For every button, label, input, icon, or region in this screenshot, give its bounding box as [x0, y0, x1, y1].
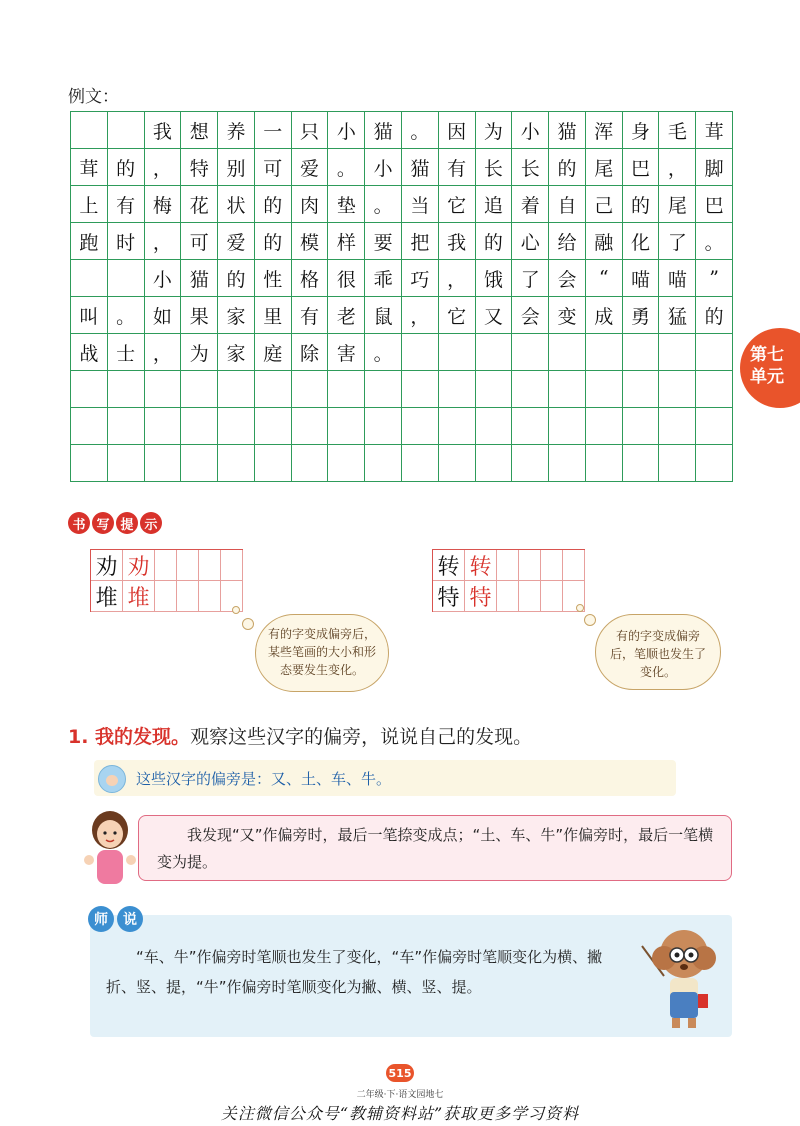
grid-cell: ” — [696, 260, 733, 297]
grid-cell — [623, 445, 660, 482]
grid-cell — [181, 445, 218, 482]
tips-char: 写 — [92, 512, 114, 534]
grid-cell — [71, 445, 108, 482]
teacher-label-char: 说 — [117, 906, 143, 932]
example-label: 例文： — [68, 87, 119, 107]
grid-cell — [659, 334, 696, 371]
grid-cell: 小 — [328, 112, 365, 149]
grid-cell: 爱 — [292, 149, 329, 186]
grid-cell: 它 — [439, 297, 476, 334]
practice-char: 劝 — [91, 550, 123, 581]
grid-cell: 为 — [181, 334, 218, 371]
footer-book-info: 二年级·下·语文园地七 — [356, 1090, 444, 1100]
grid-cell — [512, 334, 549, 371]
practice-char-red: 劝 — [123, 550, 155, 581]
grid-cell — [181, 371, 218, 408]
grid-cell: 猫 — [549, 112, 586, 149]
grid-cell — [439, 445, 476, 482]
grid-cell: 鼠 — [365, 297, 402, 334]
grid-cell: 除 — [292, 334, 329, 371]
grid-cell — [476, 408, 513, 445]
grid-cell — [292, 445, 329, 482]
grid-cell — [623, 334, 660, 371]
grid-cell — [476, 334, 513, 371]
practice-char-red: 转 — [465, 550, 497, 581]
grid-cell: 喵 — [623, 260, 660, 297]
practice-char: 特 — [433, 581, 465, 612]
grid-cell — [328, 371, 365, 408]
girl-character-icon — [80, 808, 140, 892]
question-number: 1. 我的发现。 — [68, 726, 191, 748]
grid-cell: 饿 — [476, 260, 513, 297]
grid-cell: 样 — [328, 223, 365, 260]
grid-cell: 一 — [255, 112, 292, 149]
grid-cell: 巴 — [696, 186, 733, 223]
grid-cell: ， — [439, 260, 476, 297]
grid-cell: 会 — [549, 260, 586, 297]
grid-cell: 可 — [255, 149, 292, 186]
grid-cell — [402, 371, 439, 408]
grid-cell — [71, 408, 108, 445]
grid-cell — [328, 445, 365, 482]
grid-cell — [145, 371, 182, 408]
grid-cell: 的 — [549, 149, 586, 186]
grid-cell: 养 — [218, 112, 255, 149]
grid-cell: 花 — [181, 186, 218, 223]
grid-cell: 想 — [181, 112, 218, 149]
grid-cell: “ — [586, 260, 623, 297]
grid-cell: 毛 — [659, 112, 696, 149]
grid-cell: 家 — [218, 297, 255, 334]
grid-cell: 勇 — [623, 297, 660, 334]
dog-teacher-icon — [636, 918, 732, 1034]
grid-cell — [512, 371, 549, 408]
grid-cell — [659, 408, 696, 445]
grid-cell: 的 — [255, 223, 292, 260]
grid-cell: 追 — [476, 186, 513, 223]
grid-cell: 小 — [145, 260, 182, 297]
grid-cell — [71, 371, 108, 408]
grid-cell: 浑 — [586, 112, 623, 149]
grid-cell: 别 — [218, 149, 255, 186]
girl-speech-box: 我发现“又”作偏旁时，最后一笔捺变成点；“土、车、牛”作偏旁时，最后一笔横变为提。 — [138, 815, 732, 881]
grid-cell — [328, 408, 365, 445]
writing-tips-header — [68, 512, 162, 534]
grid-cell: 的 — [255, 186, 292, 223]
grid-cell: 。 — [108, 297, 145, 334]
grid-cell: 喵 — [659, 260, 696, 297]
grid-cell: 的 — [696, 297, 733, 334]
grid-cell: 果 — [181, 297, 218, 334]
grid-cell: 上 — [71, 186, 108, 223]
grid-cell: ， — [145, 223, 182, 260]
grid-cell — [218, 371, 255, 408]
practice-char-red: 特 — [465, 581, 497, 612]
grid-cell: 家 — [218, 334, 255, 371]
grid-cell: 模 — [292, 223, 329, 260]
grid-cell: 特 — [181, 149, 218, 186]
grid-cell: 长 — [512, 149, 549, 186]
grid-cell — [696, 371, 733, 408]
question-1 — [68, 722, 532, 749]
grid-cell — [108, 371, 145, 408]
grid-cell — [623, 371, 660, 408]
page-number: 515 — [386, 1064, 414, 1082]
grid-cell — [549, 445, 586, 482]
grid-cell: 变 — [549, 297, 586, 334]
grid-cell: 。 — [402, 112, 439, 149]
grid-cell — [476, 445, 513, 482]
grid-cell: 害 — [328, 334, 365, 371]
grid-cell: 梅 — [145, 186, 182, 223]
grid-cell: 会 — [512, 297, 549, 334]
grid-cell: ， — [659, 149, 696, 186]
grid-cell — [145, 445, 182, 482]
thought-bubble-right: 有的字变成偏旁后，笔顺也发生了变化。 — [595, 614, 721, 690]
grid-cell: 有 — [292, 297, 329, 334]
grid-cell: 小 — [365, 149, 402, 186]
grid-cell — [71, 112, 108, 149]
grid-cell: 为 — [476, 112, 513, 149]
grid-cell — [402, 334, 439, 371]
grid-cell: 了 — [512, 260, 549, 297]
grid-cell: 里 — [255, 297, 292, 334]
grid-cell — [218, 445, 255, 482]
grid-cell: 茸 — [71, 149, 108, 186]
grid-cell — [255, 445, 292, 482]
bubble-dot — [232, 606, 240, 614]
grid-cell: 有 — [108, 186, 145, 223]
grid-cell: 当 — [402, 186, 439, 223]
grid-cell — [292, 371, 329, 408]
grid-cell — [402, 408, 439, 445]
thought-bubble-left: 有的字变成偏旁后，某些笔画的大小和形态要发生变化。 — [255, 614, 389, 692]
practice-char: 堆 — [91, 581, 123, 612]
grid-cell — [439, 371, 476, 408]
grid-cell: 。 — [365, 186, 402, 223]
grid-cell: 猫 — [181, 260, 218, 297]
grid-cell: 了 — [659, 223, 696, 260]
grid-cell: 时 — [108, 223, 145, 260]
grid-cell — [476, 371, 513, 408]
grid-cell — [439, 408, 476, 445]
grid-cell: 长 — [476, 149, 513, 186]
grid-cell — [512, 408, 549, 445]
grid-cell: 肉 — [292, 186, 329, 223]
grid-cell: 成 — [586, 297, 623, 334]
grid-cell — [292, 408, 329, 445]
grid-cell: 尾 — [586, 149, 623, 186]
grid-cell — [145, 408, 182, 445]
grid-cell: 己 — [586, 186, 623, 223]
grid-cell: 身 — [623, 112, 660, 149]
grid-cell: 要 — [365, 223, 402, 260]
grid-cell: 我 — [439, 223, 476, 260]
grid-cell — [71, 260, 108, 297]
grid-cell: 着 — [512, 186, 549, 223]
answer-text: 这些汉字的偏旁是：又、土、车、牛。 — [136, 770, 392, 788]
grid-cell: 叫 — [71, 297, 108, 334]
question-text: 观察这些汉字的偏旁，说说自己的发现。 — [190, 726, 533, 748]
bubble-dot — [576, 604, 584, 612]
bubble-dot — [242, 618, 254, 630]
grid-cell — [586, 371, 623, 408]
grid-cell: 的 — [623, 186, 660, 223]
grid-cell: ， — [145, 334, 182, 371]
grid-cell — [402, 445, 439, 482]
grid-cell — [549, 334, 586, 371]
grid-cell — [365, 445, 402, 482]
grid-cell: 自 — [549, 186, 586, 223]
writing-grid — [70, 111, 733, 482]
grid-cell — [696, 334, 733, 371]
grid-cell — [255, 371, 292, 408]
grid-cell — [586, 445, 623, 482]
footer-promo: 关注微信公众号“教辅资料站”获取更多学习资料 — [220, 1104, 580, 1123]
grid-cell: 老 — [328, 297, 365, 334]
grid-cell — [218, 408, 255, 445]
grid-cell — [696, 408, 733, 445]
teacher-label-char: 师 — [88, 906, 114, 932]
grid-cell: 茸 — [696, 112, 733, 149]
grid-cell — [255, 408, 292, 445]
grid-cell — [586, 334, 623, 371]
tips-char: 书 — [68, 512, 90, 534]
grid-cell — [696, 445, 733, 482]
grid-cell: 庭 — [255, 334, 292, 371]
grid-cell — [365, 371, 402, 408]
practice-grid-left — [90, 549, 243, 612]
grid-cell: 的 — [108, 149, 145, 186]
unit-tab-line1: 第七 — [750, 345, 784, 365]
grid-cell: 。 — [328, 149, 365, 186]
tips-char: 示 — [140, 512, 162, 534]
grid-cell — [108, 260, 145, 297]
grid-cell — [181, 408, 218, 445]
grid-cell — [108, 408, 145, 445]
grid-cell: 给 — [549, 223, 586, 260]
grid-cell — [365, 408, 402, 445]
unit-tab[interactable] — [740, 328, 800, 408]
grid-cell: 的 — [476, 223, 513, 260]
grid-cell: 它 — [439, 186, 476, 223]
grid-cell: 格 — [292, 260, 329, 297]
teacher-text: “车、牛”作偏旁时笔顺也发生了变化，“车”作偏旁时笔顺变化为横、撇折、竖、提，“牛”作偏旁时笔顺变化为撇、横、竖、提。 — [106, 948, 603, 996]
grid-cell: 脚 — [696, 149, 733, 186]
teacher-says-label — [88, 906, 143, 932]
grid-cell — [659, 371, 696, 408]
grid-cell: 巴 — [623, 149, 660, 186]
grid-cell: 士 — [108, 334, 145, 371]
grid-cell: 心 — [512, 223, 549, 260]
boy-avatar-icon — [98, 765, 126, 793]
practice-char: 转 — [433, 550, 465, 581]
grid-cell: 猫 — [365, 112, 402, 149]
grid-cell: ， — [145, 149, 182, 186]
grid-cell: 融 — [586, 223, 623, 260]
tips-char: 提 — [116, 512, 138, 534]
grid-cell: 有 — [439, 149, 476, 186]
grid-cell: 化 — [623, 223, 660, 260]
practice-char-red: 堆 — [123, 581, 155, 612]
grid-cell: 小 — [512, 112, 549, 149]
grid-cell: 。 — [696, 223, 733, 260]
grid-cell: 如 — [145, 297, 182, 334]
grid-cell: 把 — [402, 223, 439, 260]
bubble-dot — [584, 614, 596, 626]
grid-cell: ， — [402, 297, 439, 334]
grid-cell — [108, 112, 145, 149]
grid-cell — [586, 408, 623, 445]
grid-cell: 的 — [218, 260, 255, 297]
grid-cell: 我 — [145, 112, 182, 149]
grid-cell: 猛 — [659, 297, 696, 334]
grid-cell: 战 — [71, 334, 108, 371]
unit-tab-line2: 单元 — [750, 367, 784, 387]
grid-cell: 。 — [365, 334, 402, 371]
grid-cell: 爱 — [218, 223, 255, 260]
grid-cell: 垫 — [328, 186, 365, 223]
grid-cell — [512, 445, 549, 482]
grid-cell: 很 — [328, 260, 365, 297]
grid-cell: 性 — [255, 260, 292, 297]
grid-cell: 跑 — [71, 223, 108, 260]
grid-cell: 巧 — [402, 260, 439, 297]
grid-cell — [549, 371, 586, 408]
grid-cell: 只 — [292, 112, 329, 149]
grid-cell — [549, 408, 586, 445]
grid-cell — [659, 445, 696, 482]
grid-cell — [439, 334, 476, 371]
grid-cell: 猫 — [402, 149, 439, 186]
grid-cell: 状 — [218, 186, 255, 223]
grid-cell: 乖 — [365, 260, 402, 297]
grid-cell: 尾 — [659, 186, 696, 223]
grid-cell: 又 — [476, 297, 513, 334]
grid-cell: 因 — [439, 112, 476, 149]
grid-cell — [108, 445, 145, 482]
grid-cell: 可 — [181, 223, 218, 260]
grid-cell — [623, 408, 660, 445]
practice-grid-right — [432, 549, 585, 612]
